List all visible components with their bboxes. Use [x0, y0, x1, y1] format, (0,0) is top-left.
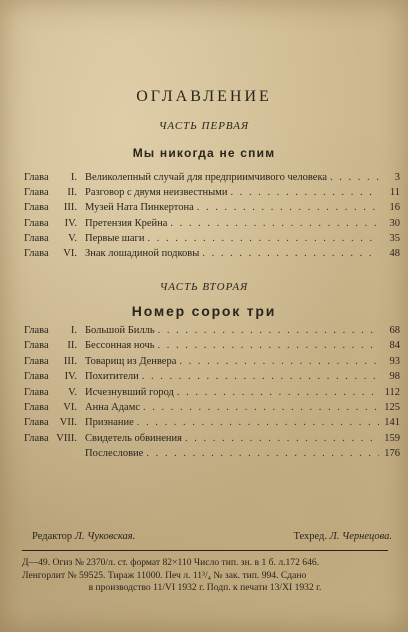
dot-leader: [158, 338, 379, 353]
chapter-word: Глава: [24, 232, 49, 244]
imprint-line: Ленгорлит № 59525. Тираж 11000. Печ л. 11³/₄ № зак. тип. 994. Сдано: [22, 569, 307, 581]
chapter-title: Похитители: [85, 371, 139, 383]
chapter-title: Разговор с двумя неизвестными: [85, 187, 228, 199]
toc-entry: [24, 431, 400, 446]
part2-title: Номер сорок три: [131, 303, 277, 319]
page-title: ОГЛАВЛЕНИЕ: [136, 88, 272, 105]
chapter-title: Анна Адамс: [85, 401, 140, 413]
dot-leader: [230, 185, 379, 200]
page-number: 141: [384, 417, 400, 429]
imprint-line: Д—49. Огиз № 2370/л. ст. формат 82×110 Число тип. зн. в 1 б. л.172 646.: [22, 557, 320, 568]
toc-entry-afterword: [24, 446, 400, 461]
chapter-word: Глава: [24, 432, 49, 444]
chapter-title: Музей Ната Пинкертона: [85, 202, 194, 214]
toc-entry: [24, 385, 400, 400]
toc-entry: [24, 170, 400, 185]
page-number: 93: [389, 355, 400, 367]
chapter-number: III.: [63, 202, 77, 214]
chapter-title: Признание: [85, 417, 134, 429]
chapter-title: Большой Билль: [85, 325, 155, 336]
dot-leader: [143, 400, 379, 415]
chapter-word: Глава: [24, 417, 49, 429]
toc-entry: [24, 354, 400, 369]
chapter-title: Претензия Крейна: [85, 217, 168, 229]
part2-chapter-list: [24, 323, 400, 462]
toc-entry: [24, 338, 400, 353]
toc-entry: [24, 415, 400, 430]
part2-label: ЧАСТЬ ВТОРАЯ: [159, 281, 249, 293]
dot-leader: [185, 431, 379, 446]
chapter-title: Свидетель обвинения: [85, 432, 183, 444]
chapter-number: VI.: [63, 247, 77, 259]
editor-role: Редактор: [32, 531, 73, 542]
toc-entry: [24, 369, 400, 384]
chapter-word: Глава: [24, 187, 49, 199]
dot-leader: [202, 246, 379, 261]
chapter-number: VI.: [63, 401, 77, 413]
toc-entry: [24, 400, 400, 415]
page-number: 35: [389, 232, 400, 244]
part1-title: Мы никогда не спим: [132, 146, 276, 160]
chapter-word: Глава: [24, 401, 49, 413]
chapter-word: Глава: [24, 355, 49, 367]
dot-leader: [330, 170, 379, 185]
chapter-number: VII.: [59, 417, 77, 429]
chapter-title: Великолепный случай для предприимчивого человека: [85, 172, 328, 183]
page-number: 98: [389, 371, 400, 383]
chapter-word: Глава: [24, 371, 49, 383]
chapter-title: Знак лошадиной подковы: [85, 247, 200, 259]
chapter-number: IV.: [64, 217, 77, 229]
chapter-word: Глава: [24, 340, 49, 352]
toc-entry: [24, 246, 400, 261]
chapter-title: Исчезнувший город: [85, 386, 174, 398]
chapter-number: IV.: [64, 371, 77, 383]
editor-name: Л. Чуковская.: [74, 531, 136, 542]
editor-credit: [32, 531, 135, 542]
page-number: 11: [389, 187, 400, 199]
chapter-number: I.: [70, 172, 77, 183]
dot-leader: [170, 216, 379, 231]
toc-entry: [24, 185, 400, 200]
chapter-word: Глава: [24, 217, 49, 229]
dot-leader: [142, 369, 379, 384]
dot-leader: [197, 200, 379, 215]
chapter-number: III.: [63, 355, 77, 367]
chapter-word: Глава: [24, 325, 49, 336]
part1-label: ЧАСТЬ ПЕРВАЯ: [158, 120, 250, 132]
dot-leader: [177, 385, 379, 400]
chapter-word: Глава: [24, 247, 49, 259]
tech-editor-name: Л. Чернецова.: [329, 531, 392, 542]
chapter-title: Бессонная ночь: [85, 340, 155, 352]
afterword-title: Послесловие: [85, 448, 144, 460]
page-number: 125: [384, 401, 400, 413]
dot-leader: [158, 323, 379, 338]
part1-chapter-list: [24, 170, 400, 261]
imprint-line: в производство 11/VI 1932 г. Подп. к печати 13/XI 1932 г.: [88, 582, 322, 593]
page-number: 48: [389, 247, 400, 259]
page-number: 84: [389, 340, 400, 352]
chapter-word: Глава: [24, 172, 49, 183]
tech-editor-credit: [293, 531, 392, 542]
divider: [22, 550, 388, 551]
page-number: 159: [384, 432, 400, 444]
page-number: 112: [384, 386, 400, 398]
page-number: 30: [389, 217, 400, 229]
chapter-word: Глава: [24, 386, 49, 398]
chapter-title: Первые шаги: [85, 232, 145, 244]
toc-entry: [24, 216, 400, 231]
toc-entry: [24, 200, 400, 215]
chapter-title: Товарищ из Денвера: [85, 355, 177, 367]
chapter-number: VIII.: [56, 432, 77, 444]
credits-line: [32, 531, 392, 542]
tech-editor-role: Техред.: [293, 531, 327, 542]
imprint: [22, 557, 388, 595]
chapter-number: II.: [67, 187, 77, 199]
chapter-number: V.: [68, 232, 77, 244]
page-number: 176: [384, 448, 400, 460]
chapter-number: V.: [68, 386, 77, 398]
chapter-number: II.: [67, 340, 77, 352]
page-number: 68: [389, 325, 400, 336]
chapter-word: Глава: [24, 202, 49, 214]
page-number: 16: [389, 202, 400, 214]
toc-entry: [24, 323, 400, 338]
dot-leader: [146, 446, 379, 461]
page-number: 3: [394, 172, 400, 183]
chapter-number: I.: [70, 325, 77, 336]
toc-entry: [24, 231, 400, 246]
dot-leader: [147, 231, 379, 246]
dot-leader: [179, 354, 379, 369]
dot-leader: [137, 415, 379, 430]
